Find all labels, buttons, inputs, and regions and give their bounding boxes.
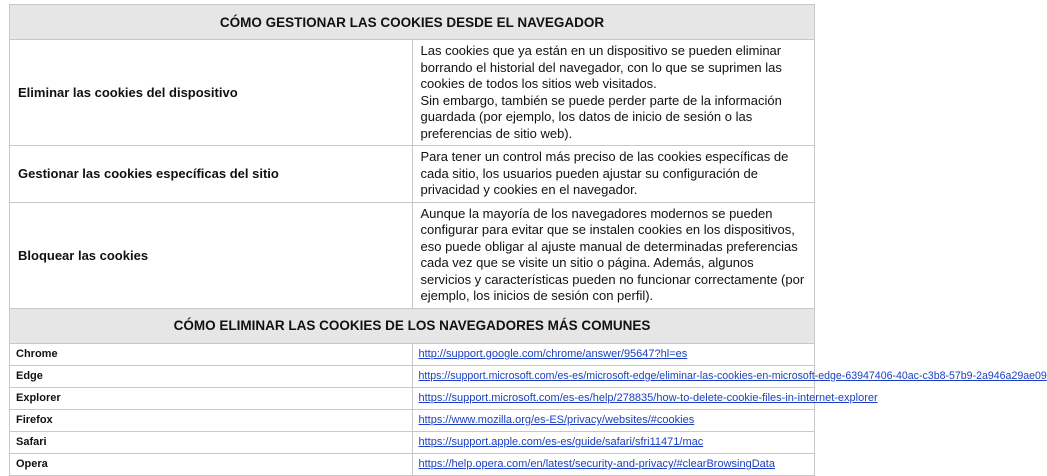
section1-title: CÓMO GESTIONAR LAS COOKIES DESDE EL NAVEGADOR (10, 5, 815, 40)
browser-name: Opera (10, 453, 413, 475)
table-row (10, 365, 815, 387)
cookies-document (9, 4, 1047, 476)
browser-link-cell (412, 409, 815, 431)
explorer-link[interactable]: https://support.microsoft.com/es-es/help/278835/how-to-delete-cookie-files-in-internet-explorer (418, 392, 878, 404)
browser-name: Firefox (10, 409, 413, 431)
row-label: Eliminar las cookies del dispositivo (10, 40, 413, 146)
safari-link[interactable]: https://support.apple.com/es-es/guide/safari/sfri11471/mac (418, 436, 704, 448)
row-description: Para tener un control más preciso de las cookies específicas de cada sitio, los usuarios pueden ajustar su configuración de privacidad y cookies en el navegador. (412, 146, 815, 203)
row-description: Aunque la mayoría de los navegadores modernos se pueden configurar para evitar que se instalen cookies en los dispositivos, eso puede obligar al ajuste manual de determinadas preferencias cada vez que se visite un sitio o página. Además, algunos servicios y características pueden no funcionar correctamente (por ejemplo, los inicios de sesión con perfil). (412, 202, 815, 308)
table-row (10, 40, 815, 146)
row-label: Bloquear las cookies (10, 202, 413, 308)
edge-link[interactable]: https://support.microsoft.com/es-es/microsoft-edge/eliminar-las-cookies-en-microsoft-edge-63947406-40ac-c3b8-57b9-2a946a29ae09 (418, 370, 1047, 382)
browser-name: Safari (10, 431, 413, 453)
table-row (10, 387, 815, 409)
table-row (10, 202, 815, 308)
opera-link[interactable]: https://help.opera.com/en/latest/security-and-privacy/#clearBrowsingData (418, 458, 775, 470)
table-row (10, 343, 815, 365)
browser-name: Chrome (10, 343, 413, 365)
browser-name: Edge (10, 365, 413, 387)
cookies-management-table (9, 4, 815, 309)
section2-header-row (10, 308, 815, 343)
chrome-link[interactable]: http://support.google.com/chrome/answer/95647?hl=es (418, 348, 688, 360)
browser-link-cell (412, 387, 878, 409)
browser-link-cell (412, 365, 1047, 387)
table-row (10, 409, 815, 431)
table-row (10, 431, 815, 453)
row-description-text: Sin embargo, también se puede perder parte de la información guardada (por ejemplo, los datos de inicio de sesión o las preferencias de sitio web). (420, 92, 782, 141)
row-description-text: Las cookies que ya están en un dispositivo se pueden eliminar borrando el historial del navegador, con lo que se suprimen las cookies de todos los sitios web visitados. (420, 43, 782, 91)
browser-link-cell (412, 343, 815, 365)
browser-link-cell (412, 431, 815, 453)
browser-links-table (9, 308, 1047, 476)
table-row (10, 453, 815, 475)
section2-title: CÓMO ELIMINAR LAS COOKIES DE LOS NAVEGADORES MÁS COMUNES (10, 308, 815, 343)
row-description (412, 40, 815, 146)
browser-link-cell (412, 453, 815, 475)
row-label: Gestionar las cookies específicas del sitio (10, 146, 413, 203)
section1-header-row (10, 5, 815, 40)
firefox-link[interactable]: https://www.mozilla.org/es-ES/privacy/websites/#cookies (418, 414, 695, 426)
browser-name: Explorer (10, 387, 413, 409)
table-row (10, 146, 815, 203)
